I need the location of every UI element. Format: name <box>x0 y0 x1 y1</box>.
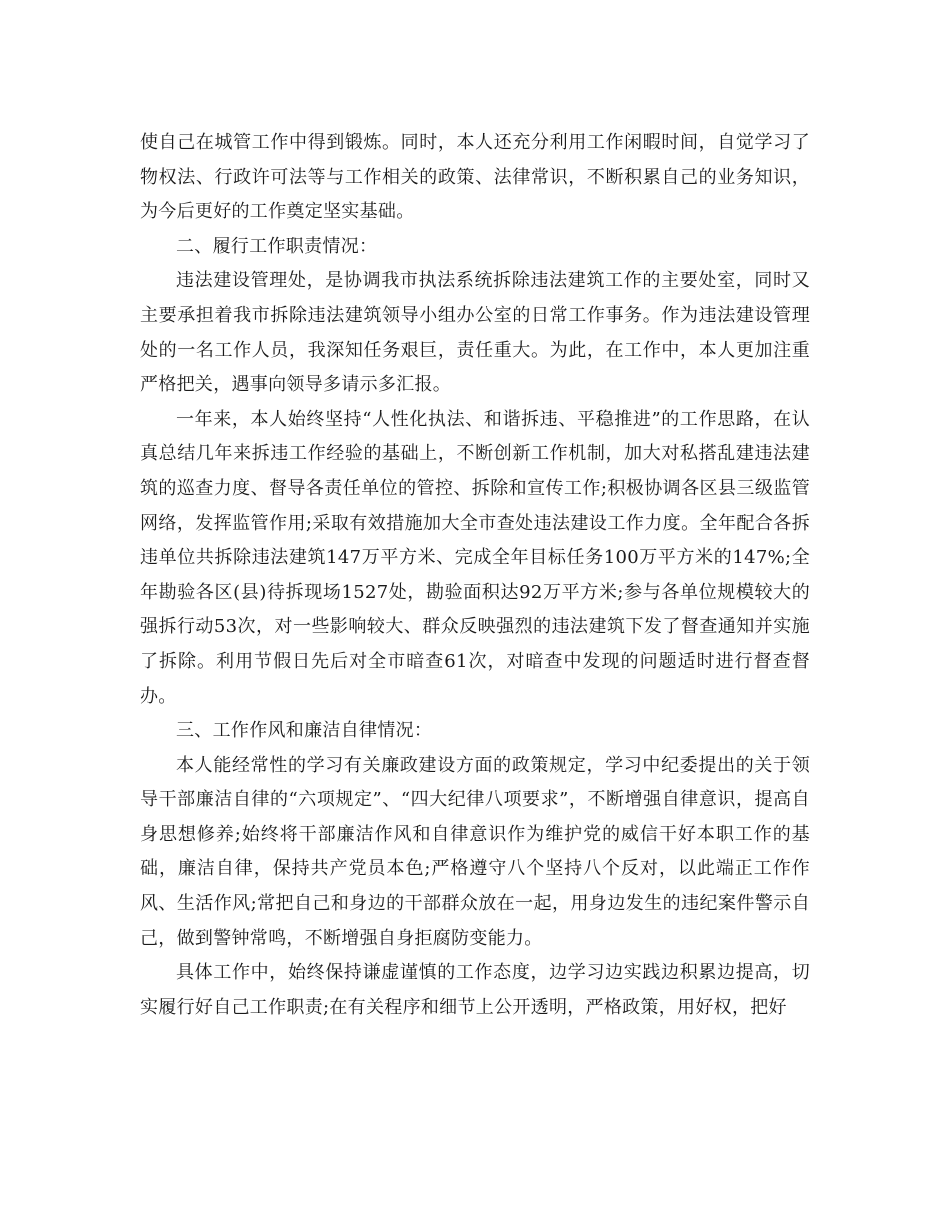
paragraph-integrity-study: 本人能经常性的学习有关廉政建设方面的政策规定，学习中纪委提出的关于领导干部廉洁自律的“六项规定”、“四大纪律八项要求”，不断增强自律意识，提高自身思想修养;始终将干部廉洁作风和自律意识作为维护党的威信干好本职工作的基础，廉洁自律，保持共产党员本色;严格遵守八个坚持八个反对，以此端正工作作风、生活作风;常把自己和身边的干部群众放在一起，用身边发生的违纪案件警示自己，做到警钟常鸣，不断增强自身拒腐防变能力。 <box>140 754 810 949</box>
paragraph-yearly-work: 一年来，本人始终坚持“人性化执法、和谐拆违、平稳推进”的工作思路，在认真总结几年来拆违工作经验的基础上，不断创新工作机制，加大对私搭乱建违法建筑的巡查力度、督导各责任单位的管控、拆除和宣传工作;积极协调各区县三级监管网络，发挥监管作用;采取有效措施加大全市查处违法建设工作力度。全年配合各拆违单位共拆除违法建筑147万平方米、完成全年目标任务100万平方米的147%;全年勘验各区(县)待拆现场1527处，勘验面积达92万平方米;参与各单位规模较大的强拆行动53次，对一些影响较大、群众反映强烈的违法建筑下发了督查通知并实施了拆除。利用节假日先后对全市暗查61次，对暗查中发现的问题适时进行督查督办。 <box>140 408 810 707</box>
document-page <box>140 126 810 1025</box>
paragraph-department-role: 违法建设管理处，是协调我市执法系统拆除违法建筑工作的主要处室，同时又主要承担着我市拆除违法建筑领导小组办公室的日常工作事务。作为违法建设管理处的一名工作人员，我深知任务艰巨，责任重大。为此，在工作中，本人更加注重严格把关，遇事向领导多请示多汇报。 <box>140 270 810 396</box>
paragraph-continuation: 使自己在城管工作中得到锻炼。同时，本人还充分利用工作闲暇时间，自觉学习了物权法、行政许可法等与工作相关的政策、法律常识，不断积累自己的业务知识，为今后更好的工作奠定坚实基础。 <box>140 132 810 223</box>
section-heading-integrity: 三、工作作风和廉洁自律情况： <box>176 720 433 742</box>
section-heading-duties: 二、履行工作职责情况： <box>176 235 378 257</box>
paragraph-specific-work: 具体工作中，始终保持谦虚谨慎的工作态度，边学习边实践边积累边提高，切实履行好自己工作职责;在有关程序和细节上公开透明，严格政策，用好权，把好 <box>140 962 810 1018</box>
